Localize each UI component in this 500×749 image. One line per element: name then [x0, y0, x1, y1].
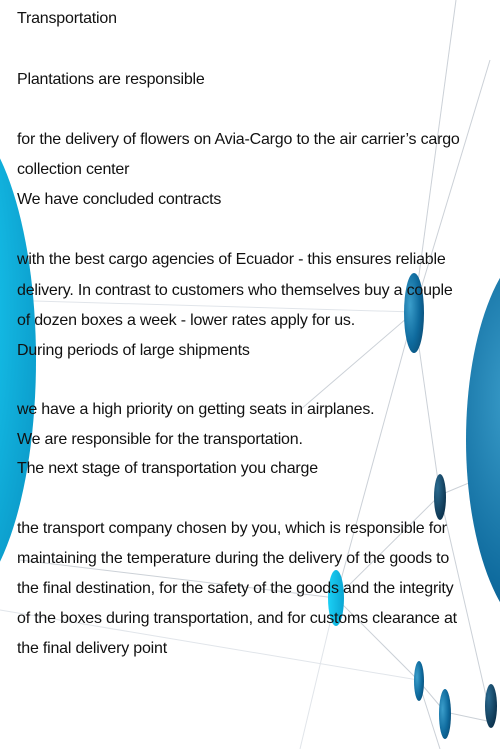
article-line: with the best cargo agencies of Ecuador - this ensures reliable — [17, 251, 446, 268]
article-line: the transport company chosen by you, which is responsible for — [17, 520, 447, 537]
article-line: the final destination, for the safety of the goods and the integrity — [17, 580, 454, 597]
article-line: the final delivery point — [17, 640, 167, 657]
article-line: We have concluded contracts — [17, 191, 222, 208]
article-line: The next stage of transportation you charge — [17, 460, 318, 477]
article-line: We are responsible for the transportation. — [17, 431, 303, 448]
article-line: maintaining the temperature during the delivery of the goods to — [17, 550, 450, 567]
article-line: we have a high priority on getting seats in airplanes. — [17, 401, 375, 418]
article-line: During periods of large shipments — [17, 342, 250, 359]
article-title: Transportation — [17, 10, 117, 27]
article-line: collection center — [17, 161, 130, 178]
article-line: Plantations are responsible — [17, 71, 205, 88]
article-line: delivery. In contrast to customers who themselves buy a couple — [17, 282, 453, 299]
article-line: of dozen boxes a week - lower rates apply for us. — [17, 312, 355, 329]
article-line: of the boxes during transportation, and for customs clearance at — [17, 610, 457, 627]
article-line: for the delivery of flowers on Avia-Cargo to the air carrier’s cargo — [17, 131, 460, 148]
